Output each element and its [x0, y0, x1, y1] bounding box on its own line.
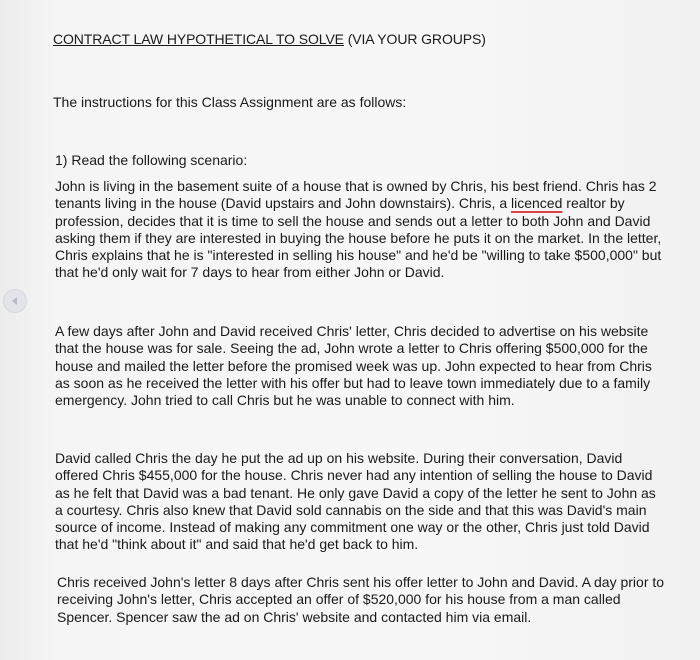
- scenario-paragraph-4: Chris received John's letter 8 days after Chris sent his offer letter to John and David. A day prior to receiving John's letter, Chris accepted an offer of $520,000 for his house from a man called Spencer. Spencer saw the ad on Chris' website and contacted him via email.: [57, 574, 665, 625]
- document-title: [53, 31, 486, 47]
- step-1-heading: 1) Read the following scenario:: [55, 152, 248, 168]
- side-arrow-button[interactable]: [3, 289, 27, 313]
- para1-before: John is living in the basement suite of a house that is owned by Chris, his best friend. Chris has 2 tenants living in the house (David upstairs and John downstairs). Chris, a: [55, 178, 657, 212]
- scenario-paragraph-3: David called Chris the day he put the ad up on his website. During their conversation, David offered Chris $455,000 for the house. Chris never had any intention of selling the house to David as he felt that David was a bad tenant. He only gave David a copy of the letter he sent to John as a courtesy. Chris also knew that David sold cannabis on the side and that this was David's main source of income. Instead of making any commitment one way or the other, Chris just told David that he'd "think about it" and said that he'd get back to him.: [55, 450, 656, 553]
- spellcheck-marked-word[interactable]: licenced: [511, 195, 563, 212]
- instructions-text: The instructions for this Class Assignment are as follows:: [53, 94, 407, 110]
- para1-after: realtor by profession, decides that it is time to sell the house and sends out a letter to both John and David asking them if they are interested in buying the house before he puts it on the market. In the letter, Chris explains that he is "interested in selling his house" and he'd be "willing to take $500,000" but that he'd only wait for 7 days to hear from either John or David.: [55, 195, 662, 281]
- left-arrow-icon: [9, 295, 21, 307]
- scenario-paragraph-2: A few days after John and David received Chris' letter, Chris decided to advertise on his website that the house was for sale. Seeing the ad, John wrote a letter to Chris offering $500,000 for the house and mailed the letter before the promised week was up. John expected to hear from Chris as soon as he received the letter with his offer but had to leave town immediately due to a family emergency. John tried to call Chris but he was unable to connect with him.: [55, 323, 652, 409]
- title-underlined: CONTRACT LAW HYPOTHETICAL TO SOLVE: [53, 31, 344, 47]
- title-rest: (VIA YOUR GROUPS): [343, 31, 486, 47]
- scenario-paragraph-1: [55, 178, 667, 282]
